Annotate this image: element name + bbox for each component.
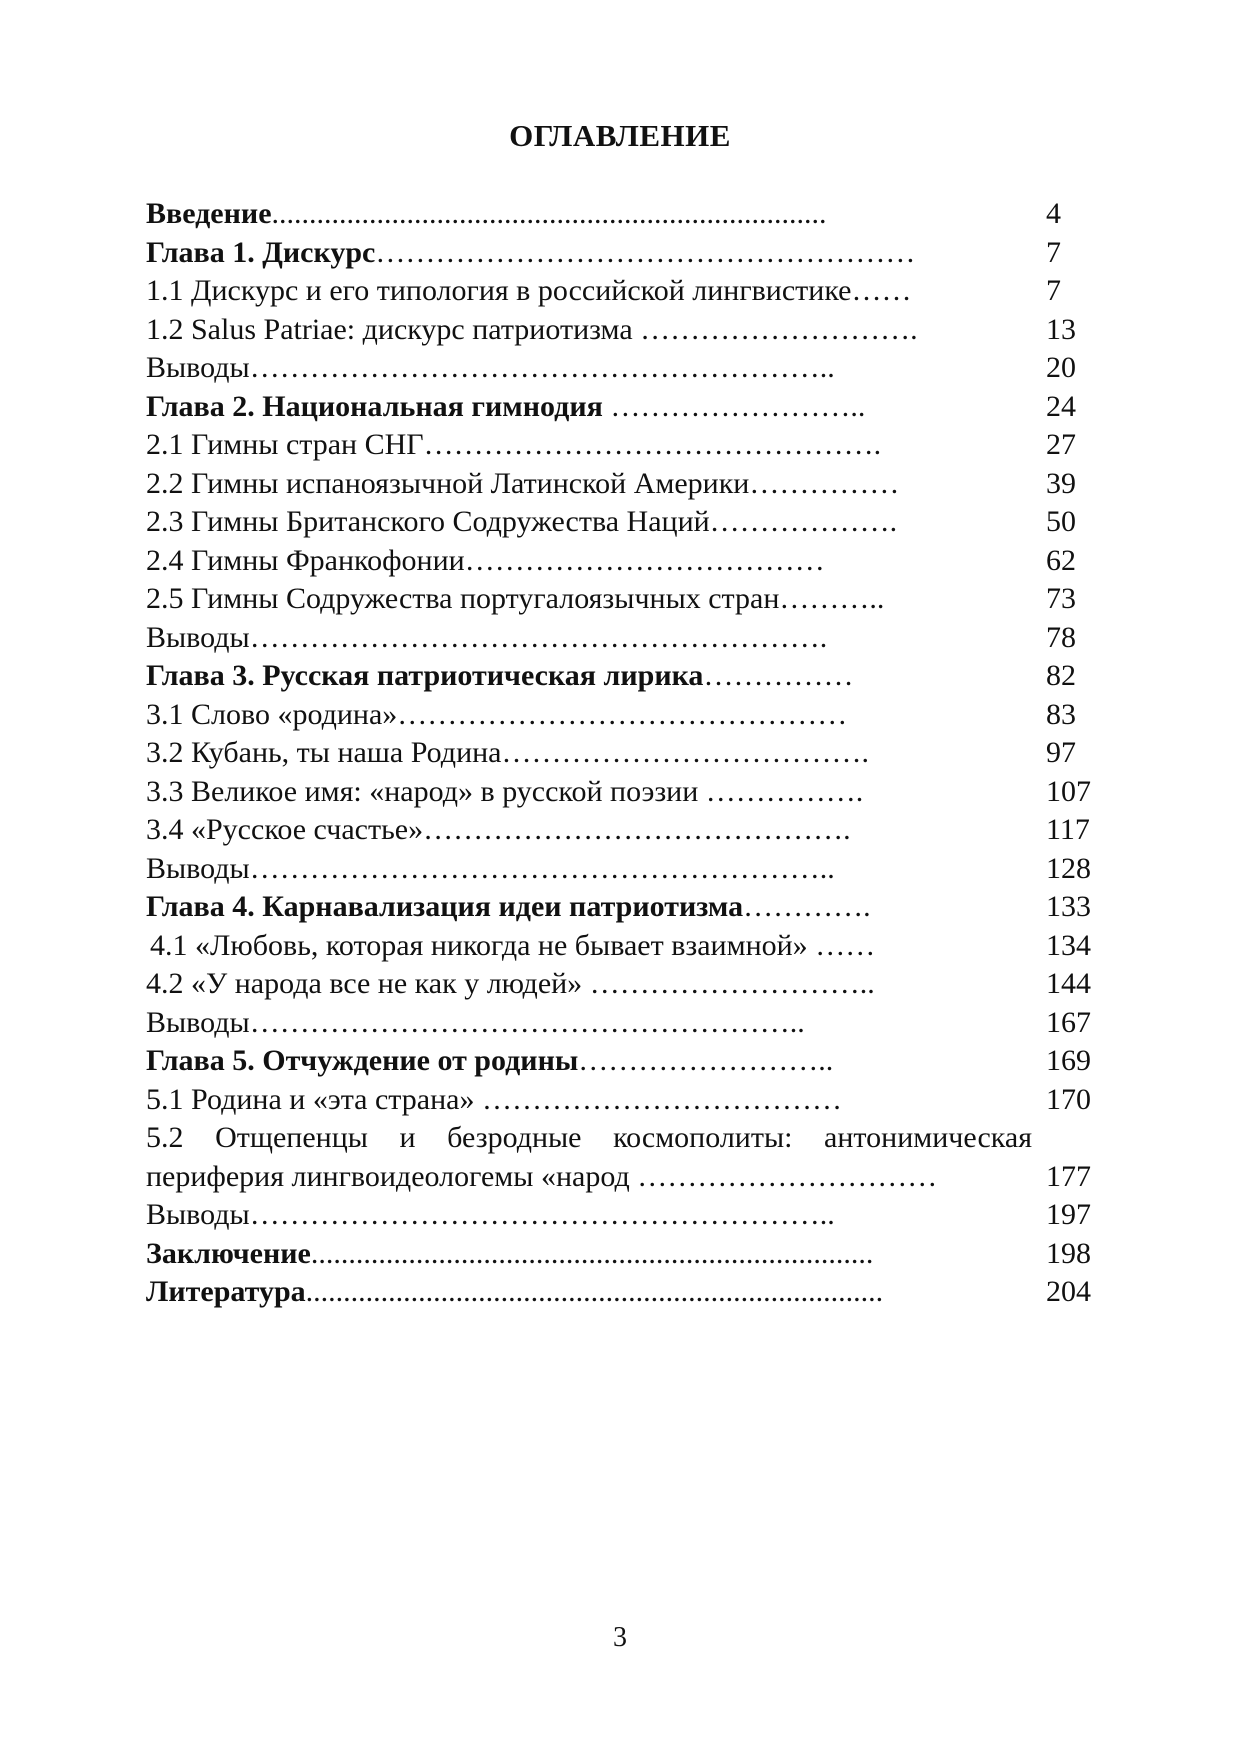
toc-leader-dots: ……………….	[709, 505, 898, 538]
toc-page-number: 82	[1046, 659, 1076, 692]
toc-entry	[146, 503, 1106, 542]
toc-leader-dots: ……………	[703, 659, 854, 692]
toc-entry-5-2-line2	[146, 1158, 1106, 1197]
toc-leader-dots: .............................................................................	[305, 1275, 884, 1308]
toc-entry	[146, 465, 1106, 504]
toc-leader-dots: ……	[851, 274, 912, 307]
toc-entry-title: 3.3 Великое имя: «народ» в русской поэзии	[146, 774, 706, 808]
toc-page-number: 117	[1046, 813, 1090, 846]
toc-leader-dots: …………………………………………………..	[249, 1198, 835, 1231]
toc-leader-dots: ………..	[779, 582, 885, 615]
toc-leader-dots: ..........................................................................	[271, 197, 827, 230]
toc-leader-dots: ……	[815, 928, 876, 962]
page-number: 3	[613, 1622, 627, 1653]
toc-leader-dots: ……………………….	[640, 312, 918, 346]
toc-page-number: 24	[1046, 389, 1076, 423]
toc-entry	[146, 657, 1106, 696]
toc-entry	[146, 580, 1106, 619]
toc-page-number: 134	[1046, 928, 1091, 962]
toc-entry-title: Глава 5. Отчуждение от родины	[146, 1044, 579, 1077]
table-of-contents	[146, 195, 1106, 1312]
toc-entry	[146, 195, 1106, 234]
toc-entry-title: 3.2 Кубань, ты наша Родина	[146, 736, 502, 769]
toc-page-number: 198	[1046, 1236, 1091, 1270]
toc-entry-title: 5.1 Родина и «эта страна»	[146, 1082, 482, 1116]
toc-entry-title: Глава 3. Русская патриотическая лирика	[146, 659, 704, 692]
toc-entry	[146, 1081, 1106, 1120]
toc-leader-dots: …………………………………….	[423, 813, 851, 846]
toc-page-number: 197	[1046, 1198, 1091, 1231]
toc-page-number: 107	[1046, 774, 1091, 808]
toc-leader-dots: …………………………………………………..	[249, 351, 835, 384]
toc-leader-dots: ……………………..	[610, 389, 866, 423]
toc-entry-title: 1.2 Salus Patriae: дискурс патриотизма	[146, 312, 641, 346]
toc-page-number: 177	[1046, 1159, 1091, 1193]
toc-page-number: 4	[1046, 197, 1061, 230]
toc-leader-dots: …………….	[705, 774, 864, 808]
toc-leader-dots: ……………………..	[578, 1044, 834, 1077]
toc-entry-title: Выводы	[146, 851, 250, 885]
toc-entry-title: Выводы	[146, 1198, 250, 1231]
toc-entry-title: Введение	[146, 197, 272, 230]
toc-entry-title: 4.1 «Любовь, которая никогда не бывает взаимной»	[150, 928, 816, 962]
toc-entry	[146, 1004, 1106, 1043]
toc-page-number: 20	[1046, 351, 1076, 384]
toc-entry-title: периферия лингвоидеологемы «народ	[146, 1159, 638, 1193]
toc-entry-title: Литература	[146, 1275, 306, 1308]
toc-entry	[146, 272, 1106, 311]
toc-entry	[146, 349, 1106, 388]
toc-page-number: 128	[1046, 851, 1091, 885]
toc-entry-title: 5.2 Отщепенцы и безродные космополиты: антонимическая	[146, 1121, 1032, 1154]
toc-entry-title: 2.3 Гимны Британского Содружества Наций	[146, 505, 710, 538]
toc-page-number: 27	[1046, 428, 1076, 461]
toc-page-number: 62	[1046, 543, 1076, 577]
toc-entry-title: Глава 1. Дискурс	[146, 235, 376, 269]
toc-entry	[146, 696, 1106, 735]
toc-leader-dots: ………………………………………………..	[249, 1005, 805, 1039]
toc-entry-title: 2.1 Гимны стран СНГ	[146, 428, 424, 461]
toc-page-number: 13	[1046, 312, 1076, 346]
toc-entry-title: 3.1 Слово «родина»	[146, 697, 398, 731]
toc-entry	[146, 1042, 1106, 1081]
toc-entry-title: Глава 4. Карнавализация идеи патриотизма	[146, 890, 744, 923]
toc-entry	[146, 426, 1106, 465]
toc-page-number: 50	[1046, 505, 1076, 538]
page-title: ОГЛАВЛЕНИЕ	[509, 118, 731, 153]
toc-leader-dots: ………………………..	[589, 967, 875, 1000]
toc-page-number: 170	[1046, 1082, 1091, 1116]
toc-leader-dots: …………………………………………………..	[249, 851, 835, 885]
toc-entry	[146, 1235, 1106, 1274]
toc-entry-title: Глава 2. Национальная гимнодия	[146, 389, 611, 423]
toc-page-number: 78	[1046, 620, 1076, 654]
toc-entry	[146, 965, 1106, 1004]
toc-entry	[146, 542, 1106, 581]
toc-entry-title: Выводы	[146, 620, 250, 654]
toc-page-number: 97	[1046, 736, 1076, 769]
toc-leader-dots: ………………………………………………	[375, 235, 916, 269]
toc-entry	[146, 888, 1106, 927]
toc-entry-title: 3.4 «Русское счастье»	[146, 813, 424, 846]
toc-page-number: 144	[1046, 967, 1091, 1000]
toc-leader-dots: ………………………………	[464, 543, 825, 577]
toc-entry	[146, 1196, 1106, 1235]
toc-entry-title: 2.2 Гимны испаноязычной Латинской Америки	[146, 466, 750, 500]
toc-leader-dots: ………………………………………	[397, 697, 848, 731]
toc-page-number: 167	[1046, 1005, 1091, 1039]
toc-entry-title: Выводы	[146, 1005, 250, 1039]
toc-entry-title: 2.4 Гимны Франкофонии	[146, 543, 465, 577]
toc-page-number: 83	[1046, 697, 1076, 731]
toc-entry-title: Выводы	[146, 351, 250, 384]
toc-page-number: 39	[1046, 466, 1076, 500]
toc-leader-dots: …………………………	[637, 1159, 938, 1193]
toc-leader-dots: ...........................................................................	[310, 1236, 874, 1270]
toc-entry	[146, 850, 1106, 889]
toc-entry-5-2-line1	[146, 1119, 1106, 1158]
toc-page-number: 169	[1046, 1044, 1091, 1077]
toc-entry	[146, 927, 1106, 966]
toc-leader-dots: ……………………………….	[501, 736, 869, 769]
toc-entry	[146, 811, 1106, 850]
toc-entry-title: 1.1 Дискурс и его типология в российской лингвистике	[146, 274, 852, 307]
toc-entry	[146, 773, 1106, 812]
toc-entry-title: 4.2 «У народа все не как у людей»	[146, 967, 590, 1000]
toc-entry	[146, 311, 1106, 350]
toc-entry	[146, 1273, 1106, 1312]
toc-leader-dots: ………………………………………………….	[249, 620, 828, 654]
toc-entry	[146, 234, 1106, 273]
toc-entry-title: Заключение	[146, 1236, 311, 1270]
toc-page-number: 73	[1046, 582, 1076, 615]
toc-entry	[146, 388, 1106, 427]
toc-leader-dots: ………….	[743, 890, 871, 923]
toc-entry	[146, 619, 1106, 658]
toc-entry-title: 2.5 Гимны Содружества португалоязычных стран	[146, 582, 780, 615]
toc-page-number: 7	[1046, 274, 1061, 307]
toc-page-number: 204	[1046, 1275, 1091, 1308]
toc-page-number: 133	[1046, 890, 1091, 923]
toc-leader-dots: ……………	[749, 466, 900, 500]
toc-leader-dots: ………………………………	[481, 1082, 842, 1116]
toc-page-number: 7	[1046, 235, 1061, 269]
toc-leader-dots: ……………………………………….	[423, 428, 882, 461]
toc-entry	[146, 734, 1106, 773]
